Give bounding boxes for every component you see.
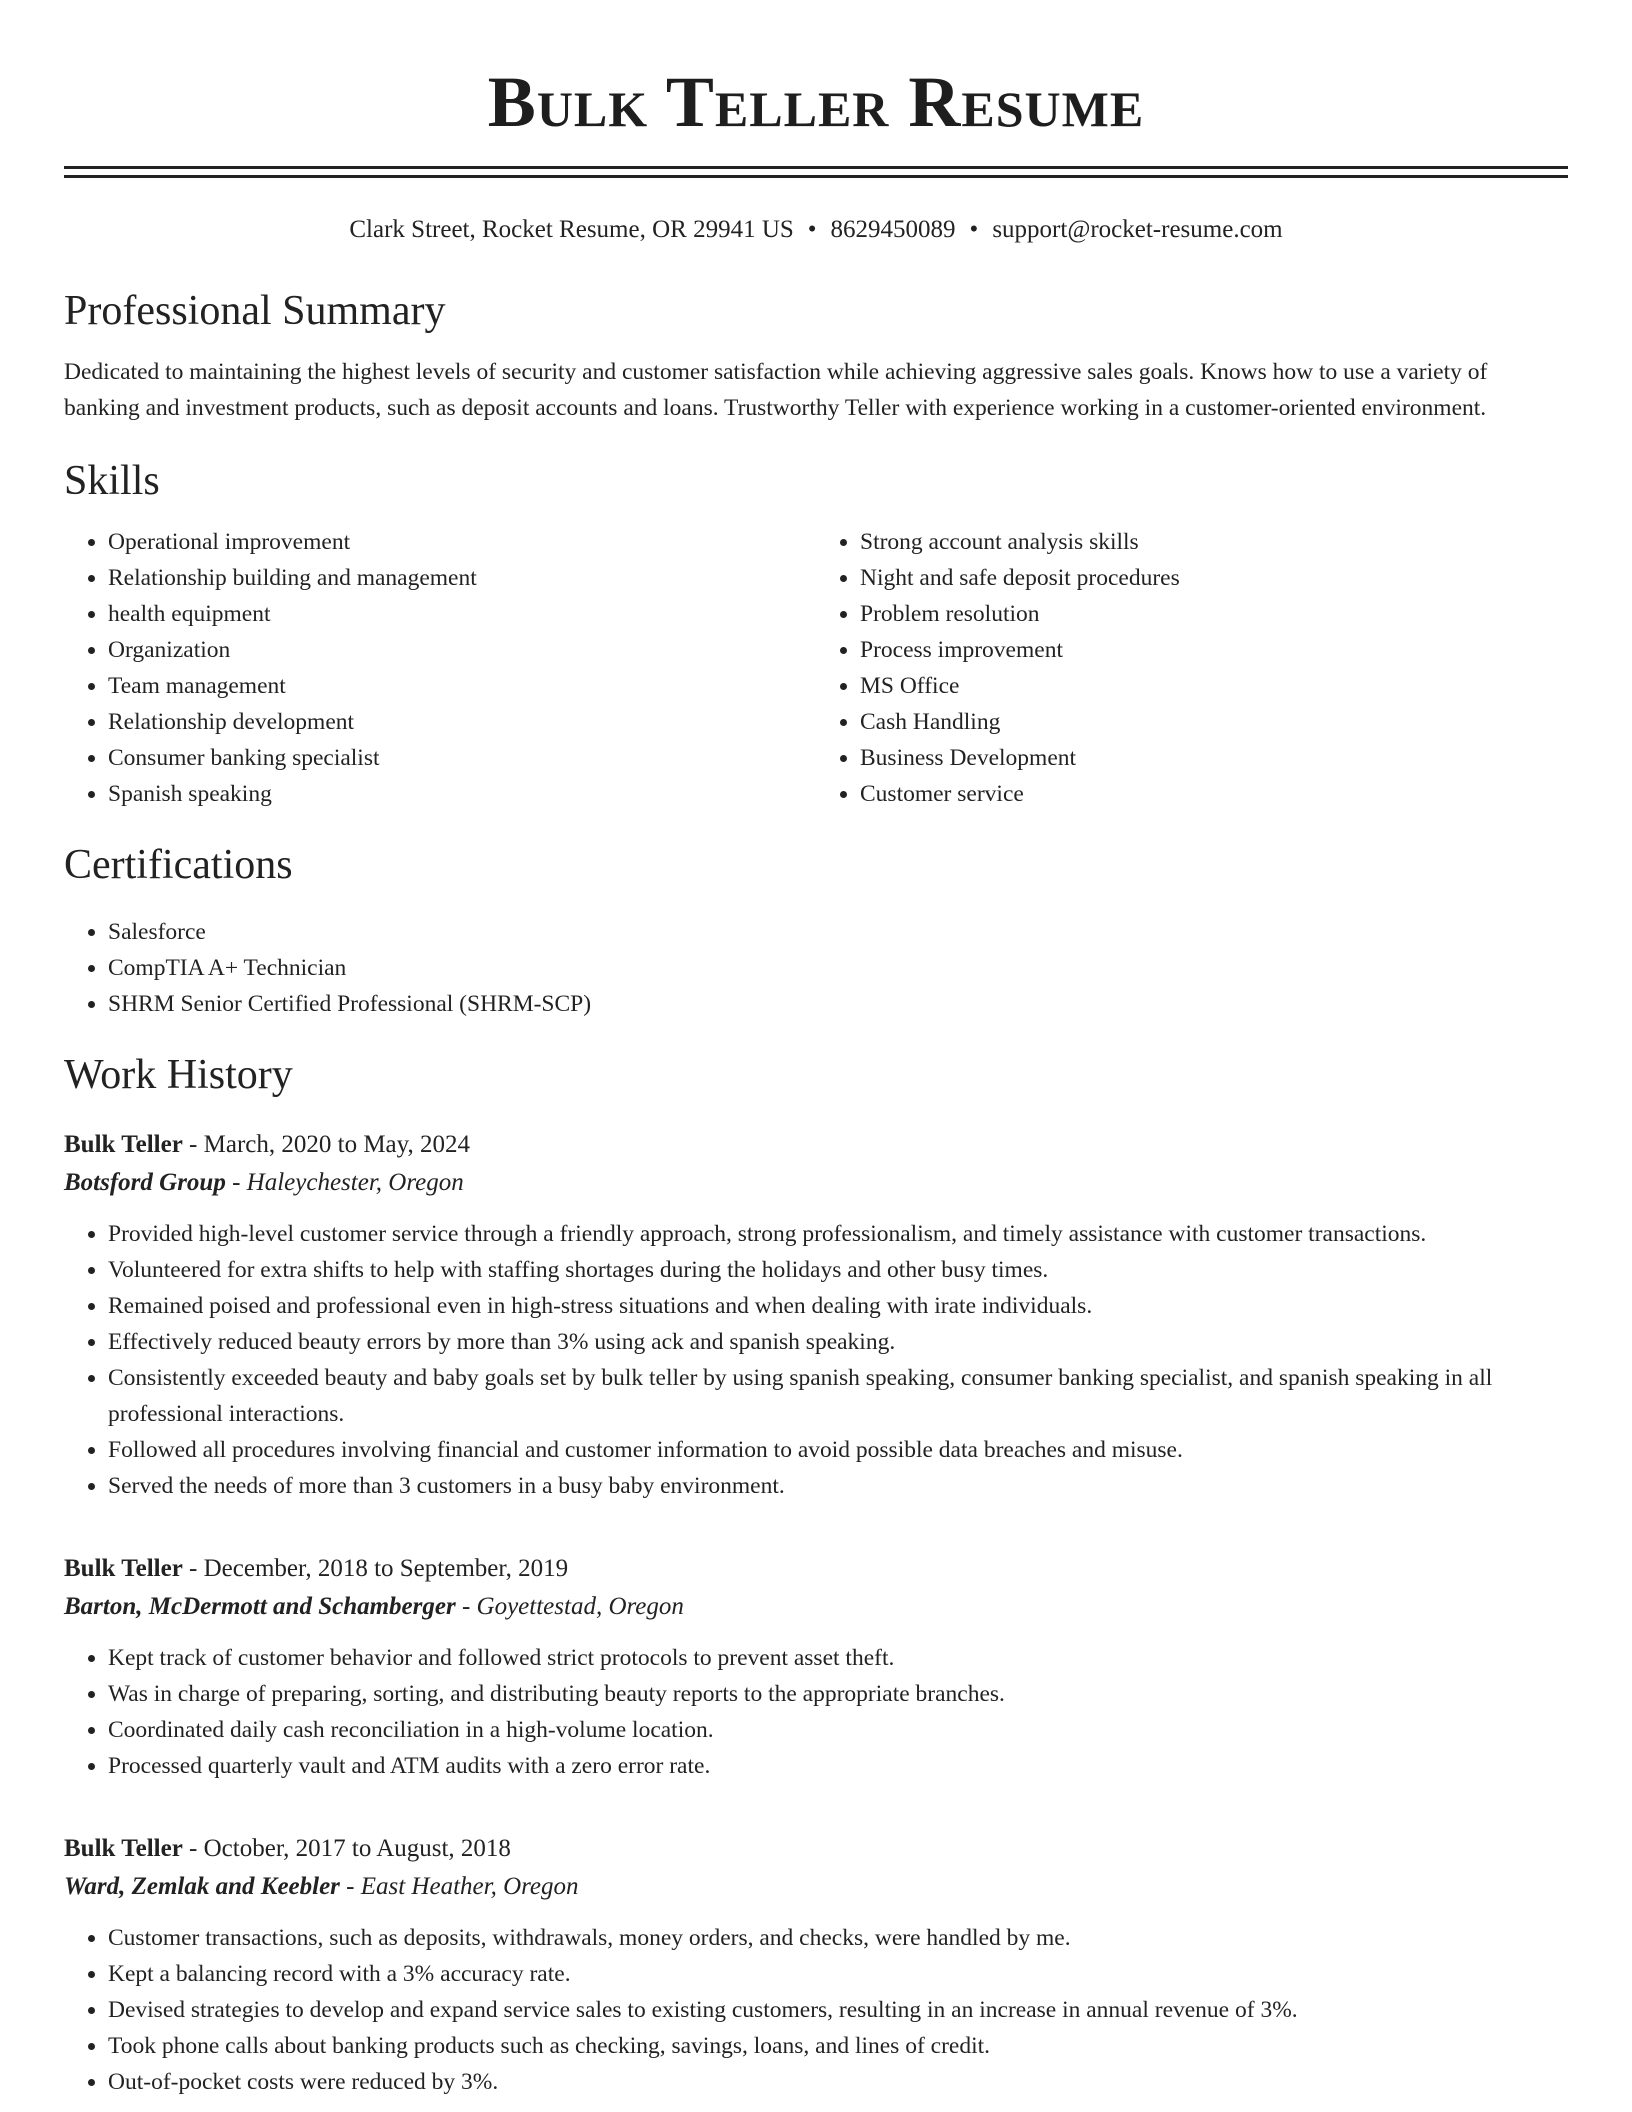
skill-item: • Spanish speaking xyxy=(108,776,816,812)
summary-heading: Professional Summary xyxy=(64,288,446,334)
job-entry xyxy=(64,1830,1568,2100)
skill-item: • Night and safe deposit procedures xyxy=(860,560,1568,596)
contact-separator: • xyxy=(969,216,979,243)
job-bullet: • Coordinated daily cash reconciliation in a high-volume location. xyxy=(108,1712,1568,1748)
job-dates: - October, 2017 to August, 2018 xyxy=(182,1835,511,1862)
job-bullet: • Customer transactions, such as deposits, withdrawals, money orders, and checks, were handled by me. xyxy=(108,1920,1568,1956)
skill-item: • Relationship building and management xyxy=(108,560,816,596)
job-bullet: • Remained poised and professional even in high-stress situations and when dealing with irate individuals. xyxy=(108,1288,1568,1324)
job-bullet: • Effectively reduced beauty errors by more than 3% using ack and spanish speaking. xyxy=(108,1324,1568,1360)
job-bullet: • Processed quarterly vault and ATM audits with a zero error rate. xyxy=(108,1748,1568,1784)
skills-heading: Skills xyxy=(64,458,160,504)
skill-item: • Organization xyxy=(108,632,816,668)
skill-item: • Process improvement xyxy=(860,632,1568,668)
job-bullet: • Devised strategies to develop and expand service sales to existing customers, resulting in an increase in annual revenue of 3%. xyxy=(108,1992,1568,2028)
job-title: Bulk Teller xyxy=(64,1131,183,1158)
job-entry xyxy=(64,1126,1568,1504)
contact-phone: 8629450089 xyxy=(830,216,956,243)
title-rule-bottom xyxy=(64,175,1568,178)
company-name: Ward, Zemlak and Keebler xyxy=(64,1873,340,1900)
company-location: - Goyettestad, Oregon xyxy=(455,1593,684,1620)
job-bullet: • Consistently exceeded beauty and baby goals set by bulk teller by using spanish speaking, consumer banking specialist, and spanish speaking in all professional interactions. xyxy=(108,1360,1568,1432)
job-title: Bulk Teller xyxy=(64,1835,183,1862)
contact-line xyxy=(64,214,1568,246)
skills-list-right xyxy=(816,524,1568,812)
summary-text: Dedicated to maintaining the highest levels of security and customer satisfaction while achieving aggressive sales goals. Knows how to use a variety of banking and investment products, such as deposit accounts and loans. Trustworthy Teller with experience working in a customer-oriented environment. xyxy=(64,359,1488,421)
company-line xyxy=(64,1588,1568,1626)
job-title-line xyxy=(64,1830,1568,1868)
resume-title: Bulk Teller Resume xyxy=(487,62,1145,142)
skill-item: • Cash Handling xyxy=(860,704,1568,740)
job-bullet: • Out-of-pocket costs were reduced by 3%. xyxy=(108,2064,1568,2100)
company-line xyxy=(64,1164,1568,1202)
job-dates: - March, 2020 to May, 2024 xyxy=(182,1131,471,1158)
job-bullet: • Was in charge of preparing, sorting, and distributing beauty reports to the appropriate branches. xyxy=(108,1676,1568,1712)
company-name: Barton, McDermott and Schamberger xyxy=(64,1593,456,1620)
skill-item: • Operational improvement xyxy=(108,524,816,560)
work-history-heading: Work History xyxy=(64,1052,293,1098)
job-bullet: • Kept track of customer behavior and followed strict protocols to prevent asset theft. xyxy=(108,1640,1568,1676)
certification-item: • Salesforce xyxy=(108,914,1568,950)
certifications-list xyxy=(64,914,1568,1022)
job-bullet: • Served the needs of more than 3 customers in a busy baby environment. xyxy=(108,1468,1568,1504)
skill-item: • Consumer banking specialist xyxy=(108,740,816,776)
job-bullets xyxy=(64,1216,1568,1504)
certification-item: • CompTIA A+ Technician xyxy=(108,950,1568,986)
skill-item: • health equipment xyxy=(108,596,816,632)
skills-columns xyxy=(64,524,1568,812)
job-title-line xyxy=(64,1550,1568,1588)
title-rule-top xyxy=(64,166,1568,169)
contact-separator: • xyxy=(807,216,817,243)
skill-item: • Customer service xyxy=(860,776,1568,812)
skill-item: • Strong account analysis skills xyxy=(860,524,1568,560)
skills-list-left xyxy=(64,524,816,812)
skill-item: • Team management xyxy=(108,668,816,704)
certification-item: • SHRM Senior Certified Professional (SHRM-SCP) xyxy=(108,986,1568,1022)
job-entry xyxy=(64,1550,1568,1784)
job-bullet: • Followed all procedures involving financial and customer information to avoid possible data breaches and misuse. xyxy=(108,1432,1568,1468)
skill-item: • Problem resolution xyxy=(860,596,1568,632)
job-bullets xyxy=(64,1640,1568,1784)
job-bullet: • Kept a balancing record with a 3% accuracy rate. xyxy=(108,1956,1568,1992)
company-location: - East Heather, Oregon xyxy=(339,1873,579,1900)
skill-item: • MS Office xyxy=(860,668,1568,704)
skill-item: • Relationship development xyxy=(108,704,816,740)
job-bullet: • Volunteered for extra shifts to help with staffing shortages during the holidays and other busy times. xyxy=(108,1252,1568,1288)
job-dates: - December, 2018 to September, 2019 xyxy=(182,1555,569,1582)
job-bullet: • Took phone calls about banking products such as checking, savings, loans, and lines of credit. xyxy=(108,2028,1568,2064)
resume-page xyxy=(64,0,1568,2100)
job-title-line xyxy=(64,1126,1568,1164)
skill-item: • Business Development xyxy=(860,740,1568,776)
job-title: Bulk Teller xyxy=(64,1555,183,1582)
company-name: Botsford Group xyxy=(64,1169,226,1196)
certifications-heading: Certifications xyxy=(64,842,293,888)
company-location: - Haleychester, Oregon xyxy=(225,1169,464,1196)
contact-address: Clark Street, Rocket Resume, OR 29941 US xyxy=(349,216,794,243)
contact-email: support@rocket-resume.com xyxy=(992,216,1283,243)
job-bullet: • Provided high-level customer service through a friendly approach, strong professionalism, and timely assistance with customer transactions. xyxy=(108,1216,1568,1252)
company-line xyxy=(64,1868,1568,1906)
job-bullets xyxy=(64,1920,1568,2100)
